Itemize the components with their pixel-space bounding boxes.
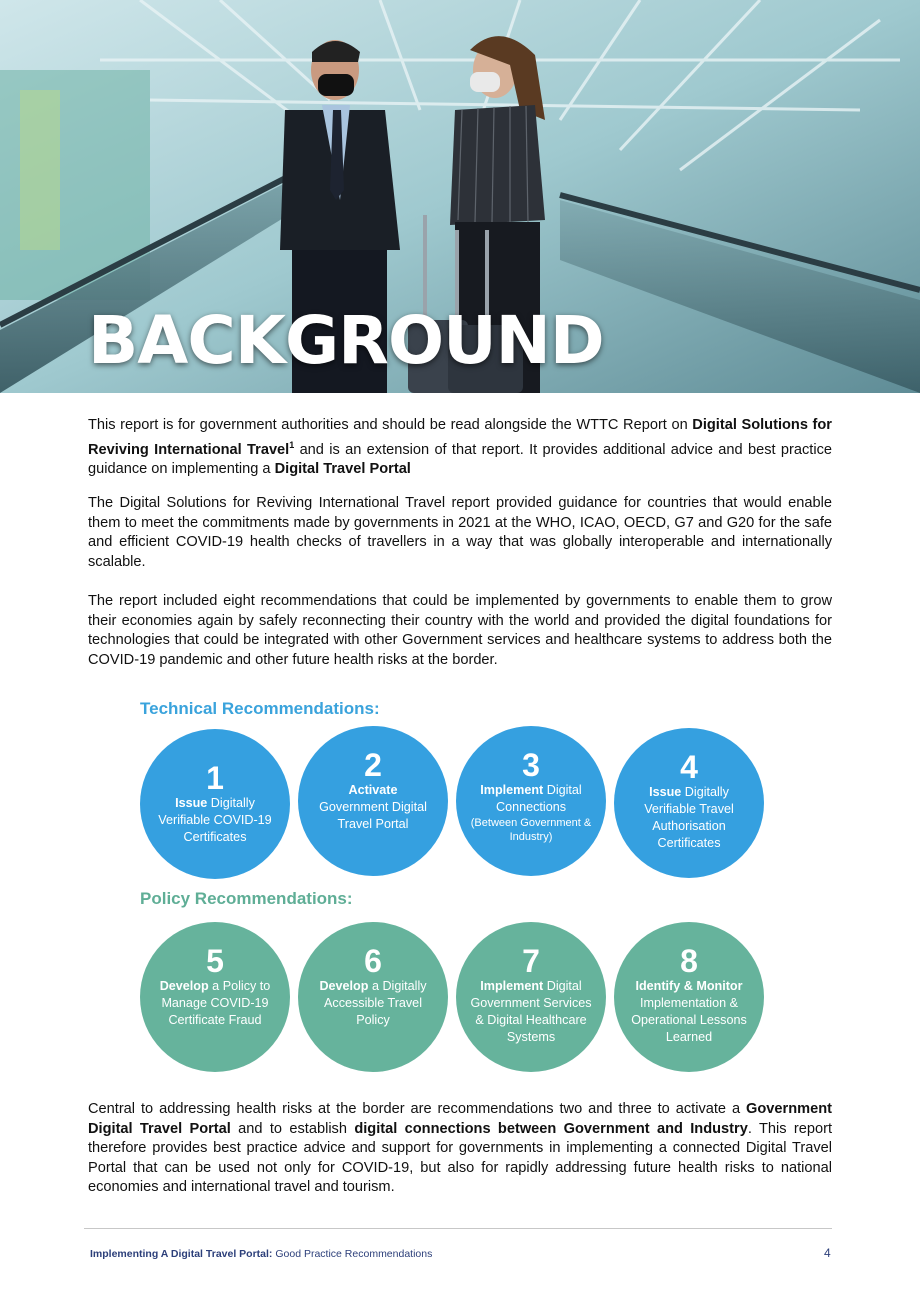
text-run: Central to addressing health risks at the border are recommendations two and three to activate a [88,1101,747,1117]
text-run: . This report therefore provides best practice advice and support for governments in implementing a connected Digital Travel Portal that can be used not only for COVID-19, but also for rapidly addressing future health risks to national economies and international travel and tourism. [88,1120,832,1196]
footnote-marker[interactable]: 1 [289,439,295,450]
portal-term: Digital Travel Portal [274,461,411,478]
intro-paragraph [88,416,832,480]
recommendation-8 [614,922,764,1072]
technical-recommendations-heading: Technical Recommendations: [140,699,380,718]
recommendation-text: Implement Digital Government Services & Digital Healthcare Systems [470,979,592,1044]
recommendation-number: 3 [522,747,540,783]
recommendation-5 [140,922,290,1072]
recommendation-text: Activate Government Digital Travel Portal [319,783,427,831]
commitments-paragraph: The Digital Solutions for Reviving International Travel report provided guidance for countries that would enable them to meet the commitments made by governments in 2021 at the WHO, ICAO, OECD, G7 and G20 for the safe and efficient COVID-19 health checks of travellers in a way that was globally interoperable and internationally scalable. [88,495,832,570]
recommendations-paragraph: The report included eight recommendations that could be implemented by governments to enable them to grow their economies again by safely reconnecting their country with the world and provided the digital foundations for technologies that could be integrated with other Government services and healthcare systems to address both the COVID-19 pandemic and other future health risks at the border. [88,593,832,668]
recommendation-number: 4 [680,749,698,785]
text-run: and to establish [230,1120,355,1137]
portal-term: Government Digital Travel Portal [88,1101,832,1137]
closing-paragraph [88,1100,832,1198]
page-title: BACKGROUND [88,302,604,379]
recommendation-number: 2 [364,747,382,783]
recommendation-text: Identify & Monitor Implementation & Operational Lessons Learned [631,979,747,1044]
connections-term: digital connections between Government and Industry [354,1120,748,1137]
recommendation-text: Issue Digitally Verifiable Travel Authorisation Certificates [644,785,734,850]
recommendation-3 [456,726,606,876]
recommendation-text: Implement Digital Connections [480,783,582,814]
recommendation-subtext: (Between Government & Industry) [470,817,592,843]
recommendation-text: Issue Digitally Verifiable COVID-19 Certificates [158,796,272,844]
recommendation-6 [298,922,448,1072]
recommendation-number: 6 [364,943,382,979]
recommendation-4 [614,728,764,878]
recommendation-1 [140,729,290,879]
report-title: Digital Solutions for Reviving International Travel [88,417,832,458]
hero-banner [0,0,920,393]
text-run: This report is for government authorities and should be read alongside the WTTC Report on [88,417,693,433]
recommendation-2 [298,726,448,876]
recommendation-text: Develop a Policy to Manage COVID-19 Certificate Fraud [159,979,271,1027]
recommendation-number: 7 [522,943,540,979]
recommendation-7 [456,922,606,1072]
recommendation-number: 1 [206,760,224,796]
recommendation-text: Develop a Digitally Accessible Travel Policy [319,979,427,1027]
page-number: 4 [824,1246,831,1260]
text-run: and is an extension of that report. It provides additional advice and best practice guidance on implementing a [88,441,832,478]
recommendation-number: 5 [206,943,224,979]
recommendation-number: 8 [680,943,698,979]
footer-divider [84,1228,832,1229]
policy-recommendations-heading: Policy Recommendations: [140,889,353,908]
footer-report-title: Implementing A Digital Travel Portal: Good Practice Recommendations [90,1248,433,1260]
